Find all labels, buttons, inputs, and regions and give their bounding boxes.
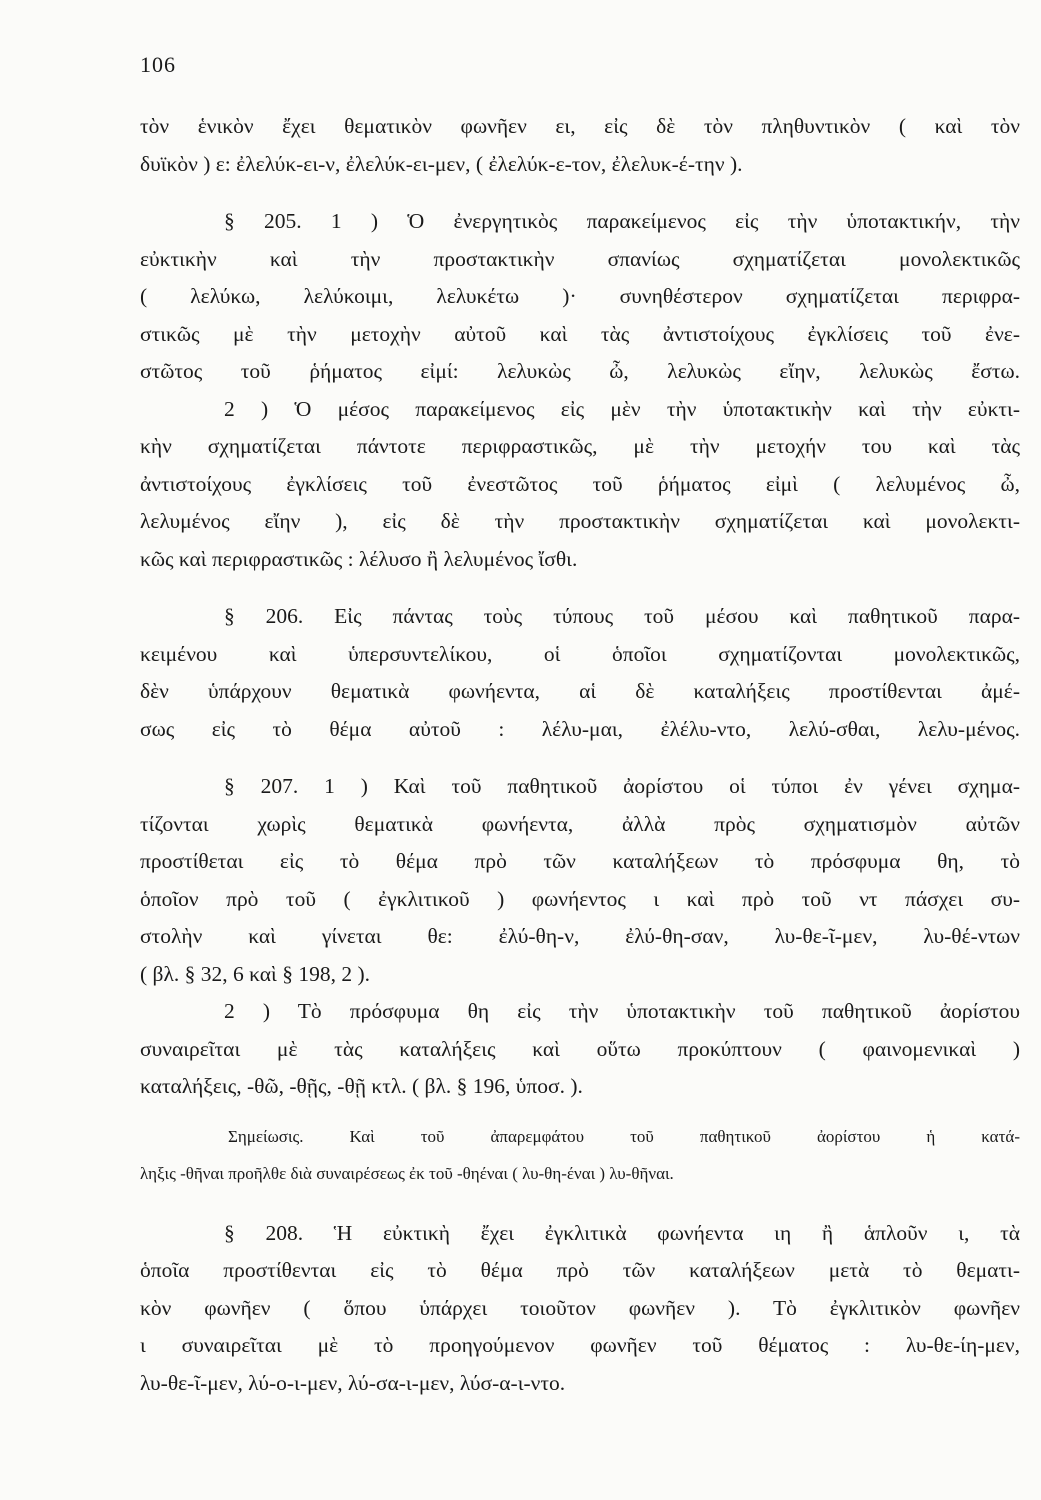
text-line: σως εἰς τὸ θέμα αὐτοῦ : λέλυ-μαι, ἐλέλυ-ντο, λελύ-σθαι, λελυ-μένος. — [140, 716, 1020, 741]
text-line: στολὴν καὶ γίνεται θε: ἐλύ-θη-ν, ἐλύ-θη-σαν, λυ-θε-ῖ-μεν, λυ-θέ-ντων — [140, 924, 1020, 948]
text-line: συναιρεῖται μὲ τὰς καταλήξεις καὶ οὕτω προκύπτουν ( φαινομενικαὶ ) — [140, 1036, 1020, 1061]
text-line: δὲν ὑπάρχουν θεματικὰ φωνήεντα, αἱ δὲ καταλήξεις προστίθενται ἀμέ- — [140, 679, 1020, 703]
text-line: 2 ) Ὁ μέσος παρακείμενος εἰς μὲν τὴν ὑποτακτικὴν καὶ τὴν εὐκτι- — [224, 396, 1020, 421]
text-line: καταλήξεις, -θῶ, -θῇς, -θῇ κτλ. ( βλ. § 196, ὑποσ. ). — [140, 1074, 583, 1098]
text-line: ἀντιστοίχους ἐγκλίσεις τοῦ ἐνεστῶτος τοῦ ῥήματος εἰμὶ ( λελυμένος ὦ, — [140, 471, 1020, 496]
note-line: Σημείωσις. Καὶ τοῦ ἀπαρεμφάτου τοῦ παθητικοῦ ἀορίστου ἡ κατά- — [228, 1126, 1020, 1146]
text-line: κῶς καὶ περιφραστικῶς : λέλυσο ἢ λελυμένος ἴσθι. — [140, 546, 578, 571]
section-207-heading: § 207. 1 ) Καὶ τοῦ παθητικοῦ ἀορίστου οἱ τύποι ἐν γένει σχημα- — [224, 774, 1020, 798]
text-line: λυ-θε-ῖ-μεν, λύ-ο-ι-μεν, λύ-σα-ι-μεν, λύσ-α-ι-ντο. — [140, 1370, 566, 1395]
text-line: ὁποῖα προστίθενται εἰς τὸ θέμα πρὸ τῶν καταλήξεων μετὰ τὸ θεματι- — [140, 1258, 1020, 1282]
text-line: ι συναιρεῖται μὲ τὸ προηγούμενον φωνῆεν τοῦ θέματος : λυ-θε-ίη-μεν, — [140, 1333, 1020, 1357]
text-line: κὴν σχηματίζεται πάντοτε περιφραστικῶς, μὲ τὴν μετοχήν του καὶ τὰς — [140, 434, 1020, 458]
text-line: ( βλ. § 32, 6 καὶ § 198, 2 ). — [140, 961, 371, 986]
text-line: τὸν ἑνικὸν ἔχει θεματικὸν φωνῆεν ει, εἰς δὲ τὸν πληθυντικὸν ( καὶ τὸν — [140, 114, 1020, 138]
text-line: εὐκτικὴν καὶ τὴν προστακτικὴν σπανίως σχηματίζεται μονολεκτικῶς — [140, 246, 1020, 271]
text-line: λελυμένος εἴην ), εἰς δὲ τὴν προστακτικὴν σχηματίζεται καὶ μονολεκτι- — [140, 509, 1020, 533]
text-line: τίζονται χωρὶς θεματικὰ φωνήεντα, ἀλλὰ πρὸς σχηματισμὸν αὐτῶν — [140, 811, 1020, 836]
text-line: 2 ) Τὸ πρόσφυμα θη εἰς τὴν ὑποτακτικὴν τοῦ παθητικοῦ ἀορίστου — [224, 999, 1020, 1023]
page-number: 106 — [140, 52, 176, 77]
body-text — [140, 108, 1020, 1402]
text-line: ( λελύκω, λελύκοιμι, λελυκέτω )· συνηθέστερον σχηματίζεται περιφρα- — [140, 284, 1020, 308]
section-205-heading: § 205. 1 ) Ὁ ἐνεργητικὸς παρακείμενος εἰς τὴν ὑποτακτικήν, τὴν — [224, 209, 1020, 233]
text-line: κειμένου καὶ ὑπερσυντελίκου, οἱ ὁποῖοι σχηματίζονται μονολεκτικῶς, — [140, 641, 1020, 666]
text-line: ὁποῖον πρὸ τοῦ ( ἐγκλιτικοῦ ) φωνήεντος ι καὶ πρὸ τοῦ ντ πάσχει συ- — [140, 886, 1020, 911]
text-line: στικῶς μὲ τὴν μετοχὴν αὐτοῦ καὶ τὰς ἀντιστοίχους ἐγκλίσεις τοῦ ἐνε- — [140, 321, 1020, 346]
text-line: προστίθεται εἰς τὸ θέμα πρὸ τῶν καταλήξεων τὸ πρόσφυμα θη, τὸ — [140, 849, 1020, 873]
text-line: κὸν φωνῆεν ( ὅπου ὑπάρχει τοιοῦτον φωνῆεν ). Τὸ ἐγκλιτικὸν φωνῆεν — [140, 1295, 1020, 1320]
section-206-heading: § 206. Εἰς πάντας τοὺς τύπους τοῦ μέσου καὶ παθητικοῦ παρα- — [224, 604, 1020, 628]
text-line: στῶτος τοῦ ῥήματος εἰμί: λελυκὼς ὦ, λελυκὼς εἴην, λελυκὼς ἔστω. — [140, 359, 1020, 383]
text-line: δυϊκὸν ) ε: ἐλελύκ-ει-ν, ἐλελύκ-ει-μεν, ( ἐλελύκ-ε-τον, ἐλελυκ-έ-την ). — [140, 151, 743, 176]
note-line: ληξις -θῆναι προῆλθε διὰ συναιρέσεως ἐκ τοῦ -θηέναι ( λυ-θη-έναι ) λυ-θῆναι. — [140, 1164, 674, 1183]
section-208-heading: § 208. Ἡ εὐκτικὴ ἔχει ἐγκλιτικὰ φωνήεντα ιη ἢ ἁπλοῦν ι, τὰ — [224, 1220, 1020, 1245]
